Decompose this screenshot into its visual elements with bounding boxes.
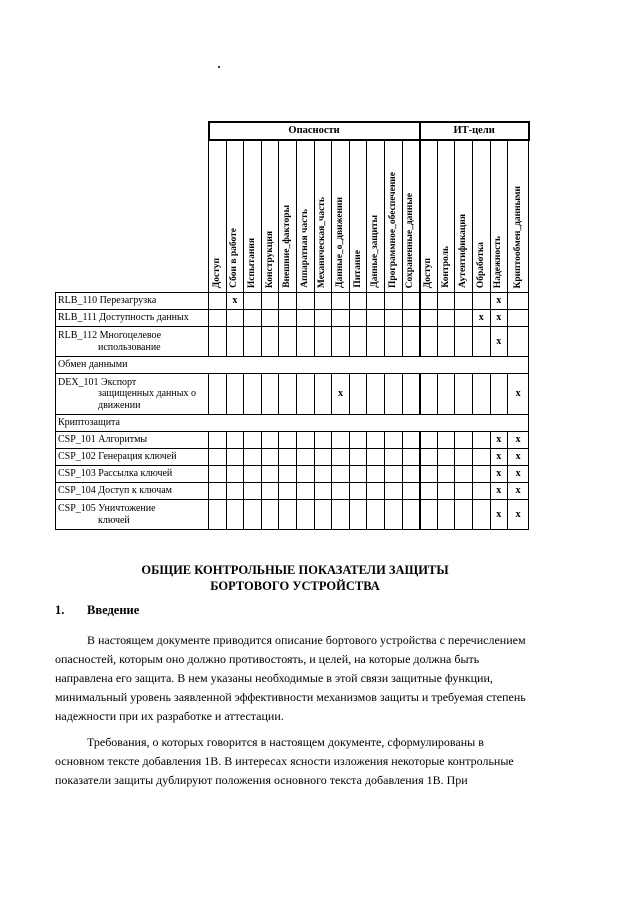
matrix-cell	[455, 310, 473, 327]
table-row	[56, 293, 529, 310]
table-row	[56, 466, 529, 483]
threat-column-header-8	[349, 140, 367, 293]
matrix-cell	[296, 293, 314, 310]
matrix-cell	[455, 293, 473, 310]
matrix-cell	[279, 293, 297, 310]
row-label-line-1: RLB_110 Перезагрузка	[58, 295, 157, 307]
matrix-cell	[437, 449, 455, 466]
table-row	[56, 483, 529, 500]
matrix-cell	[279, 483, 297, 500]
table-row	[56, 327, 529, 357]
matrix-cell	[420, 432, 438, 449]
column-header-label: Программное_обеспечение	[387, 171, 398, 288]
column-header-label: Данные_о_движении	[334, 197, 345, 288]
matrix-cell	[384, 432, 402, 449]
matrix-cell: x	[508, 466, 529, 483]
matrix-cell	[261, 483, 279, 500]
column-header-label: Испытания	[247, 237, 258, 288]
threat-column-header-2	[244, 140, 262, 293]
title-line-1: ОБЩИЕ КОНТРОЛЬНЫЕ ПОКАЗАТЕЛИ ЗАЩИТЫ	[141, 563, 449, 577]
matrix-cell	[349, 483, 367, 500]
row-label-line-2: ключей	[98, 514, 130, 526]
matrix-cell	[472, 500, 490, 530]
column-header-label: Аутентификация	[458, 214, 469, 288]
matrix-cell	[402, 374, 420, 415]
matrix-cell	[226, 310, 244, 327]
table-row	[56, 374, 529, 415]
matrix-cell	[420, 483, 438, 500]
matrix-cell	[332, 327, 350, 357]
section-row	[56, 415, 529, 432]
row-label-line-2: использование	[98, 341, 161, 353]
column-header-label: Конструкция	[264, 230, 275, 288]
column-header-label: Данные_защиты	[370, 215, 381, 288]
matrix-cell	[420, 310, 438, 327]
matrix-cell	[349, 449, 367, 466]
matrix-cell	[455, 500, 473, 530]
matrix-cell	[349, 500, 367, 530]
row-label-line-2: защищенных данных о движении	[98, 388, 196, 411]
section-label: Обмен данными	[56, 357, 529, 374]
matrix-cell	[314, 483, 332, 500]
matrix-cell	[314, 293, 332, 310]
matrix-cell	[402, 310, 420, 327]
matrix-cell	[384, 483, 402, 500]
matrix-cell	[209, 466, 227, 483]
matrix-cell	[367, 449, 385, 466]
matrix-cell	[402, 293, 420, 310]
matrix-cell: x	[490, 293, 508, 310]
matrix-cell	[472, 293, 490, 310]
matrix-cell	[472, 327, 490, 357]
matrix-cell	[209, 310, 227, 327]
row-label	[56, 374, 209, 415]
scan-speck	[218, 66, 220, 68]
matrix-cell	[384, 293, 402, 310]
matrix-cell	[332, 483, 350, 500]
matrix-cell	[296, 449, 314, 466]
threat-column-header-11	[402, 140, 420, 293]
matrix-cell	[367, 293, 385, 310]
matrix-cell: x	[508, 500, 529, 530]
matrix-cell	[402, 466, 420, 483]
matrix-cell	[332, 466, 350, 483]
matrix-cell: x	[490, 327, 508, 357]
matrix-corner	[56, 122, 209, 140]
threat-column-header-3	[261, 140, 279, 293]
row-label	[56, 293, 209, 310]
table-row	[56, 500, 529, 530]
matrix-cell	[402, 432, 420, 449]
matrix-cell	[332, 432, 350, 449]
matrix-cell	[314, 374, 332, 415]
matrix-cell	[402, 449, 420, 466]
matrix-cell	[455, 449, 473, 466]
matrix-cell: x	[490, 466, 508, 483]
matrix-cell	[226, 483, 244, 500]
table-row	[56, 432, 529, 449]
matrix-cell	[314, 327, 332, 357]
matrix-cell	[437, 500, 455, 530]
row-label	[56, 327, 209, 357]
matrix-cell: x	[472, 310, 490, 327]
matrix-cell	[279, 500, 297, 530]
row-label-line-1: CSP_104 Доступ к ключам	[58, 485, 172, 497]
matrix-cell	[367, 483, 385, 500]
matrix-cell	[420, 327, 438, 357]
column-header-label: Надежность	[493, 235, 504, 288]
matrix-cell	[314, 310, 332, 327]
threat-column-header-0	[209, 140, 227, 293]
matrix-cell: x	[226, 293, 244, 310]
column-header-label: Доступ	[211, 257, 222, 288]
matrix-cell	[349, 310, 367, 327]
matrix-cell	[437, 432, 455, 449]
matrix-cell	[261, 500, 279, 530]
matrix-cell	[279, 432, 297, 449]
matrix-cell	[261, 449, 279, 466]
column-header-label: Обработка	[475, 241, 486, 288]
column-header-label: Доступ	[423, 257, 434, 288]
matrix-cell: x	[490, 483, 508, 500]
matrix-cell	[455, 483, 473, 500]
matrix-cell	[349, 374, 367, 415]
matrix-cell	[455, 374, 473, 415]
matrix-cell	[209, 432, 227, 449]
matrix-cell	[261, 432, 279, 449]
it-column-header-1	[437, 140, 455, 293]
row-label-line-1: CSP_103 Рассылка ключей	[58, 468, 173, 480]
threats-group-header: Опасности	[209, 122, 420, 140]
matrix-cell	[384, 327, 402, 357]
column-header-label: Питание	[352, 250, 363, 288]
row-label	[56, 466, 209, 483]
section-heading	[55, 603, 535, 618]
matrix-cell	[437, 310, 455, 327]
table-row	[56, 449, 529, 466]
matrix-cell	[472, 374, 490, 415]
matrix-cell	[279, 327, 297, 357]
matrix-cell	[455, 432, 473, 449]
matrix-cell	[244, 310, 262, 327]
matrix-cell: x	[508, 483, 529, 500]
row-label-line-1: CSP_105 Уничтожение	[58, 503, 156, 514]
matrix-cell	[296, 432, 314, 449]
document-title	[55, 562, 535, 594]
matrix-cell	[384, 310, 402, 327]
matrix-cell	[367, 310, 385, 327]
matrix-cell	[261, 310, 279, 327]
matrix-cell	[402, 500, 420, 530]
matrix-cell	[226, 500, 244, 530]
row-label	[56, 449, 209, 466]
matrix-cell	[226, 449, 244, 466]
row-label-line-1: RLB_111 Доступность данных	[58, 312, 189, 324]
matrix-cell	[314, 466, 332, 483]
matrix-cell	[349, 293, 367, 310]
row-label-line-1: RLB_112 Многоцелевое	[58, 330, 162, 341]
matrix-cell	[296, 500, 314, 530]
threat-column-header-7	[332, 140, 350, 293]
matrix-cell	[314, 432, 332, 449]
column-header-label: Механическая_часть	[317, 196, 328, 288]
matrix-cell	[472, 483, 490, 500]
matrix-cell	[420, 293, 438, 310]
threat-column-header-9	[367, 140, 385, 293]
row-label-line-1: DEX_101 Экспорт	[58, 376, 137, 388]
matrix-cell	[367, 432, 385, 449]
threat-column-header-4	[279, 140, 297, 293]
matrix-cell	[244, 466, 262, 483]
title-line-2: БОРТОВОГО УСТРОЙСТВА	[210, 579, 380, 593]
intro-paragraph-2: Требования, о которых говорится в настоящем документе, сформулированы в основном тексте добавления 1В. В интересах ясности изложения некоторые контрольные показатели защиты дублируют положения основного текста добавления 1В. При	[55, 735, 514, 787]
matrix-cell	[209, 500, 227, 530]
matrix-cell	[384, 449, 402, 466]
matrix-cell	[296, 374, 314, 415]
matrix-cell	[367, 466, 385, 483]
matrix-cell	[420, 466, 438, 483]
matrix-cell: x	[490, 500, 508, 530]
matrix-cell	[279, 310, 297, 327]
column-header-label: Контроль	[440, 246, 451, 288]
column-header-label: Криптообмен_данными	[512, 185, 523, 288]
threat-objective-matrix	[55, 121, 530, 530]
matrix-cell	[296, 483, 314, 500]
matrix-cell: x	[490, 432, 508, 449]
it-column-header-0	[420, 140, 438, 293]
matrix-cell	[296, 466, 314, 483]
matrix-cell	[261, 293, 279, 310]
matrix-cell	[209, 449, 227, 466]
row-label	[56, 432, 209, 449]
matrix-cell	[332, 449, 350, 466]
section-number: 1.	[55, 603, 65, 617]
matrix-cell	[296, 310, 314, 327]
matrix-cell	[384, 374, 402, 415]
matrix-cell	[367, 500, 385, 530]
matrix-cell	[226, 432, 244, 449]
matrix-cell: x	[508, 449, 529, 466]
matrix-cell	[244, 483, 262, 500]
matrix-cell: x	[332, 374, 350, 415]
matrix-cell	[402, 327, 420, 357]
matrix-cell	[209, 327, 227, 357]
row-label	[56, 500, 209, 530]
matrix-cell	[437, 483, 455, 500]
matrix-cell	[455, 466, 473, 483]
it-objectives-group-header: ИТ-цели	[420, 122, 529, 140]
it-column-header-2	[455, 140, 473, 293]
row-label	[56, 310, 209, 327]
matrix-cell	[472, 449, 490, 466]
it-column-header-4	[490, 140, 508, 293]
matrix-cell	[384, 466, 402, 483]
matrix-cell	[226, 327, 244, 357]
column-header-label: Сохраненные_данные	[405, 192, 416, 288]
matrix-cell	[261, 466, 279, 483]
matrix-cell	[490, 374, 508, 415]
column-header-label: Внешние_факторы	[282, 205, 293, 288]
threat-column-header-5	[296, 140, 314, 293]
matrix-corner-lower	[56, 140, 209, 293]
section-label: Криптозащита	[56, 415, 529, 432]
it-column-header-3	[472, 140, 490, 293]
matrix-cell	[332, 293, 350, 310]
column-header-label: Аппаратная часть	[299, 209, 310, 288]
matrix-cell	[314, 449, 332, 466]
matrix-cell	[279, 449, 297, 466]
matrix-cell	[209, 293, 227, 310]
matrix-cell	[437, 293, 455, 310]
matrix-cell	[367, 374, 385, 415]
matrix-cell	[384, 500, 402, 530]
matrix-cell	[332, 310, 350, 327]
matrix-cell	[244, 374, 262, 415]
matrix-cell	[244, 293, 262, 310]
matrix-cell	[437, 327, 455, 357]
matrix-cell	[367, 327, 385, 357]
matrix-cell	[455, 327, 473, 357]
matrix-cell	[508, 293, 529, 310]
row-label-line-1: CSP_102 Генерация ключей	[58, 451, 177, 463]
matrix-cell	[508, 327, 529, 357]
matrix-cell: x	[508, 374, 529, 415]
table-row	[56, 310, 529, 327]
matrix-cell: x	[508, 432, 529, 449]
matrix-cell	[261, 327, 279, 357]
matrix-cell	[209, 374, 227, 415]
matrix-cell	[244, 500, 262, 530]
matrix-cell	[261, 374, 279, 415]
threat-column-header-1	[226, 140, 244, 293]
matrix-cell	[420, 374, 438, 415]
matrix-cell	[279, 466, 297, 483]
threat-column-header-10	[384, 140, 402, 293]
matrix-cell	[472, 432, 490, 449]
matrix-cell	[472, 466, 490, 483]
matrix-cell	[508, 310, 529, 327]
column-header-label: Сбои в работе	[229, 228, 240, 288]
matrix-cell	[437, 466, 455, 483]
threat-column-header-6	[314, 140, 332, 293]
matrix-cell	[332, 500, 350, 530]
matrix-cell	[349, 327, 367, 357]
matrix-cell	[420, 449, 438, 466]
section-row	[56, 357, 529, 374]
matrix-cell	[244, 432, 262, 449]
matrix-cell	[420, 500, 438, 530]
matrix-cell	[226, 374, 244, 415]
matrix-cell	[244, 449, 262, 466]
matrix-cell: x	[490, 310, 508, 327]
section-title: Введение	[87, 603, 140, 617]
matrix-cell	[209, 483, 227, 500]
intro-paragraph-1: В настоящем документе приводится описание бортового устройства с перечислением опасностей, которым оно должно противостоять, и целей, на которые должна быть направлена его защита. В нем указаны необходимые в этой связи защитные функции, минимальный уровень заявленной эффективности механизмов защиты и требуемая степень надежности при их разработке и аттестации.	[55, 633, 526, 723]
matrix-cell	[402, 483, 420, 500]
matrix-cell	[244, 327, 262, 357]
row-label-line-1: CSP_101 Алгоритмы	[58, 434, 148, 446]
matrix-cell	[296, 327, 314, 357]
matrix-cell	[226, 466, 244, 483]
matrix-cell	[349, 466, 367, 483]
row-label	[56, 483, 209, 500]
matrix-cell	[349, 432, 367, 449]
matrix-cell	[314, 500, 332, 530]
matrix-cell	[279, 374, 297, 415]
matrix-cell: x	[490, 449, 508, 466]
it-column-header-5	[508, 140, 529, 293]
matrix-cell	[437, 374, 455, 415]
